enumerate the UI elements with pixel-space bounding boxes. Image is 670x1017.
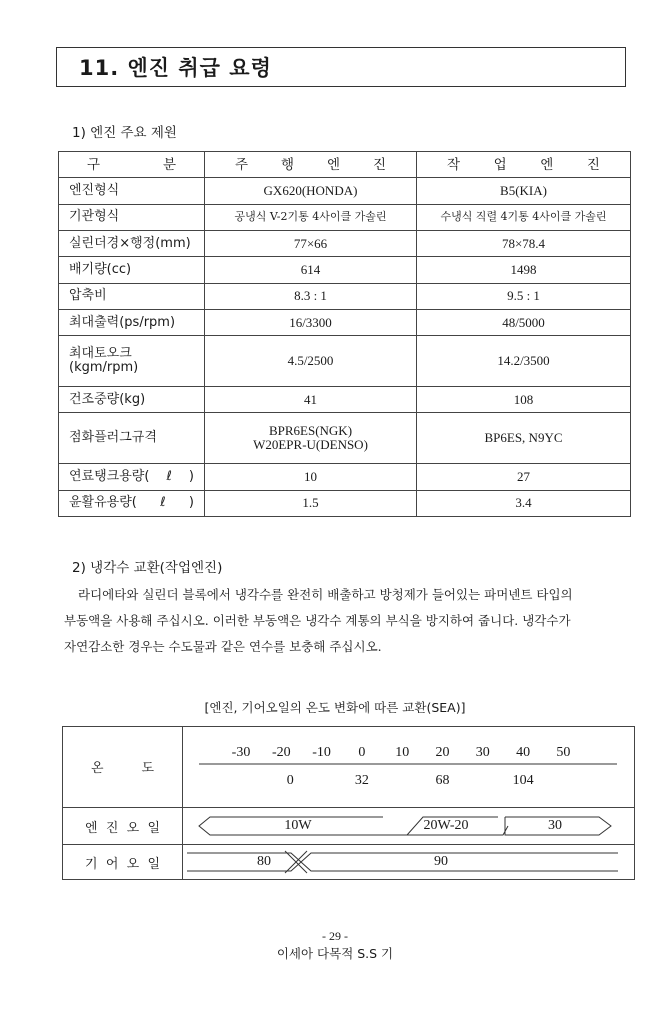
table-row bbox=[59, 490, 631, 516]
page-title bbox=[56, 47, 626, 87]
row-label: 윤활유용량(ℓ) bbox=[59, 490, 205, 516]
label-char: 오 bbox=[126, 857, 140, 872]
engine-oil-label bbox=[63, 817, 182, 836]
table-row bbox=[59, 230, 631, 256]
drive-value: 8.3 : 1 bbox=[205, 283, 417, 309]
table-row bbox=[59, 204, 631, 230]
engine-spec-table bbox=[58, 151, 631, 517]
label-char: 일 bbox=[147, 821, 160, 836]
drive-value: 77×66 bbox=[205, 230, 417, 256]
paragraph-line: 라디에타와 실린더 블록에서 냉각수를 완전히 배출하고 방청제가 들어있는 파머넨트 타입의 bbox=[78, 587, 573, 602]
row-label: 최대토오크(kgm/rpm) bbox=[59, 336, 205, 387]
row-label: 엔진형식 bbox=[59, 178, 205, 204]
work-value: B5(KIA) bbox=[417, 178, 631, 204]
celsius-tick: 40 bbox=[516, 745, 531, 760]
celsius-tick: -10 bbox=[312, 745, 331, 760]
engine-grade-30: 30 bbox=[548, 818, 562, 833]
footer-brand: 이세아 다목적 S.S 기 bbox=[276, 946, 394, 961]
table-row bbox=[59, 387, 631, 413]
table-row bbox=[59, 464, 631, 490]
table-row bbox=[59, 257, 631, 283]
header-drive-engine: 주 행 엔 진 bbox=[205, 152, 417, 178]
work-value: 1498 bbox=[417, 257, 631, 283]
row-label: 압축비 bbox=[59, 283, 205, 309]
section1-heading: 1) 엔진 주요 제원 bbox=[72, 125, 177, 141]
row-label: 실린더경×행정(mm) bbox=[59, 230, 205, 256]
page-number: - 29 - bbox=[322, 929, 348, 943]
gear-grade-80: 80 bbox=[257, 854, 271, 869]
work-value: BP6ES, N9YC bbox=[417, 413, 631, 464]
row-label: 건조중량(kg) bbox=[59, 387, 205, 413]
paragraph-line: 자연감소한 경우는 수도물과 같은 연수를 보충해 주십시오. bbox=[64, 639, 382, 654]
gear-grade-90-arrow bbox=[301, 853, 618, 871]
work-value: 14.2/3500 bbox=[417, 336, 631, 387]
table-row bbox=[59, 178, 631, 204]
drive-value: 1.5 bbox=[205, 490, 417, 516]
gear-grade-90: 90 bbox=[434, 854, 448, 869]
table-row bbox=[59, 413, 631, 464]
fahrenheit-tick: 68 bbox=[435, 773, 450, 788]
drive-value: 16/3300 bbox=[205, 309, 417, 335]
drive-value-line2: W20EPR-U(DENSO) bbox=[253, 437, 368, 453]
fahrenheit-tick: 0 bbox=[286, 773, 294, 788]
celsius-tick: 0 bbox=[358, 745, 366, 760]
drive-value bbox=[205, 413, 417, 464]
engine-grade-10w: 10W bbox=[284, 818, 312, 833]
drive-value-line1: BPR6ES(NGK) bbox=[268, 423, 353, 439]
table-row bbox=[59, 336, 631, 387]
oil-temperature-chart bbox=[62, 726, 635, 880]
label-char: 일 bbox=[147, 857, 160, 872]
work-value: 9.5 : 1 bbox=[417, 283, 631, 309]
fahrenheit-tick: 32 bbox=[354, 773, 369, 788]
label-char: 진 bbox=[105, 821, 119, 836]
drive-value: 41 bbox=[205, 387, 417, 413]
work-value: 108 bbox=[417, 387, 631, 413]
row-label: 연료탱크용량(ℓ) bbox=[59, 464, 205, 490]
page-title-text: 11. 엔진 취급 요령 bbox=[79, 56, 272, 80]
row-label: 배기량(cc) bbox=[59, 257, 205, 283]
engine-grade-20w20: 20W-20 bbox=[423, 818, 469, 833]
drive-value: 10 bbox=[205, 464, 417, 490]
row-label: 점화플러그규격 bbox=[59, 413, 205, 464]
table-header-row bbox=[59, 152, 631, 178]
label-char: 오 bbox=[126, 821, 140, 836]
celsius-tick: -20 bbox=[271, 745, 291, 760]
work-value: 78×78.4 bbox=[417, 230, 631, 256]
work-value: 3.4 bbox=[417, 490, 631, 516]
header-category: 구 분 bbox=[59, 152, 205, 178]
celsius-tick: 20 bbox=[435, 745, 450, 760]
chart-divider-row1 bbox=[63, 807, 634, 808]
fahrenheit-tick: 104 bbox=[512, 773, 534, 788]
gear-grade-cross-a bbox=[285, 851, 307, 873]
label-char: 엔 bbox=[85, 821, 98, 836]
oil-chart-caption: [엔진, 기어오일의 온도 변화에 따른 교환(SEA)] bbox=[204, 700, 466, 715]
gear-oil-label bbox=[63, 853, 182, 872]
celsius-tick: 30 bbox=[475, 745, 490, 760]
row-label: 기관형식 bbox=[59, 204, 205, 230]
drive-value: 공냉식 V-2기통 4사이클 가솔린 bbox=[205, 204, 417, 230]
celsius-tick: 50 bbox=[556, 745, 571, 760]
celsius-tick: 10 bbox=[395, 745, 410, 760]
header-work-engine: 작 업 엔 진 bbox=[417, 152, 631, 178]
gear-grade-80-arrow bbox=[187, 853, 301, 871]
gear-grade-cross-b bbox=[285, 851, 307, 873]
table-row bbox=[59, 283, 631, 309]
label-char: 기 bbox=[85, 857, 98, 872]
section2-heading: 2) 냉각수 교환(작업엔진) bbox=[72, 560, 223, 576]
table-row bbox=[59, 309, 631, 335]
work-value: 48/5000 bbox=[417, 309, 631, 335]
chart-divider-row2 bbox=[63, 844, 634, 845]
work-value: 27 bbox=[417, 464, 631, 490]
label-char: 어 bbox=[105, 857, 119, 872]
drive-value: 614 bbox=[205, 257, 417, 283]
drive-value: GX620(HONDA) bbox=[205, 178, 417, 204]
paragraph-line: 부동액을 사용해 주십시오. 이러한 부동액은 냉각수 계통의 부식을 방지하여 줍니다. 냉각수가 bbox=[64, 613, 571, 628]
coolant-paragraph bbox=[64, 582, 634, 660]
chart-divider-vertical bbox=[182, 727, 183, 879]
celsius-tick: -30 bbox=[231, 745, 251, 760]
row-label: 최대출력(ps/rpm) bbox=[59, 309, 205, 335]
temperature-label: 온 도 bbox=[91, 761, 154, 776]
work-value: 수냉식 직렬 4기통 4사이클 가솔린 bbox=[417, 204, 631, 230]
drive-value: 4.5/2500 bbox=[205, 336, 417, 387]
